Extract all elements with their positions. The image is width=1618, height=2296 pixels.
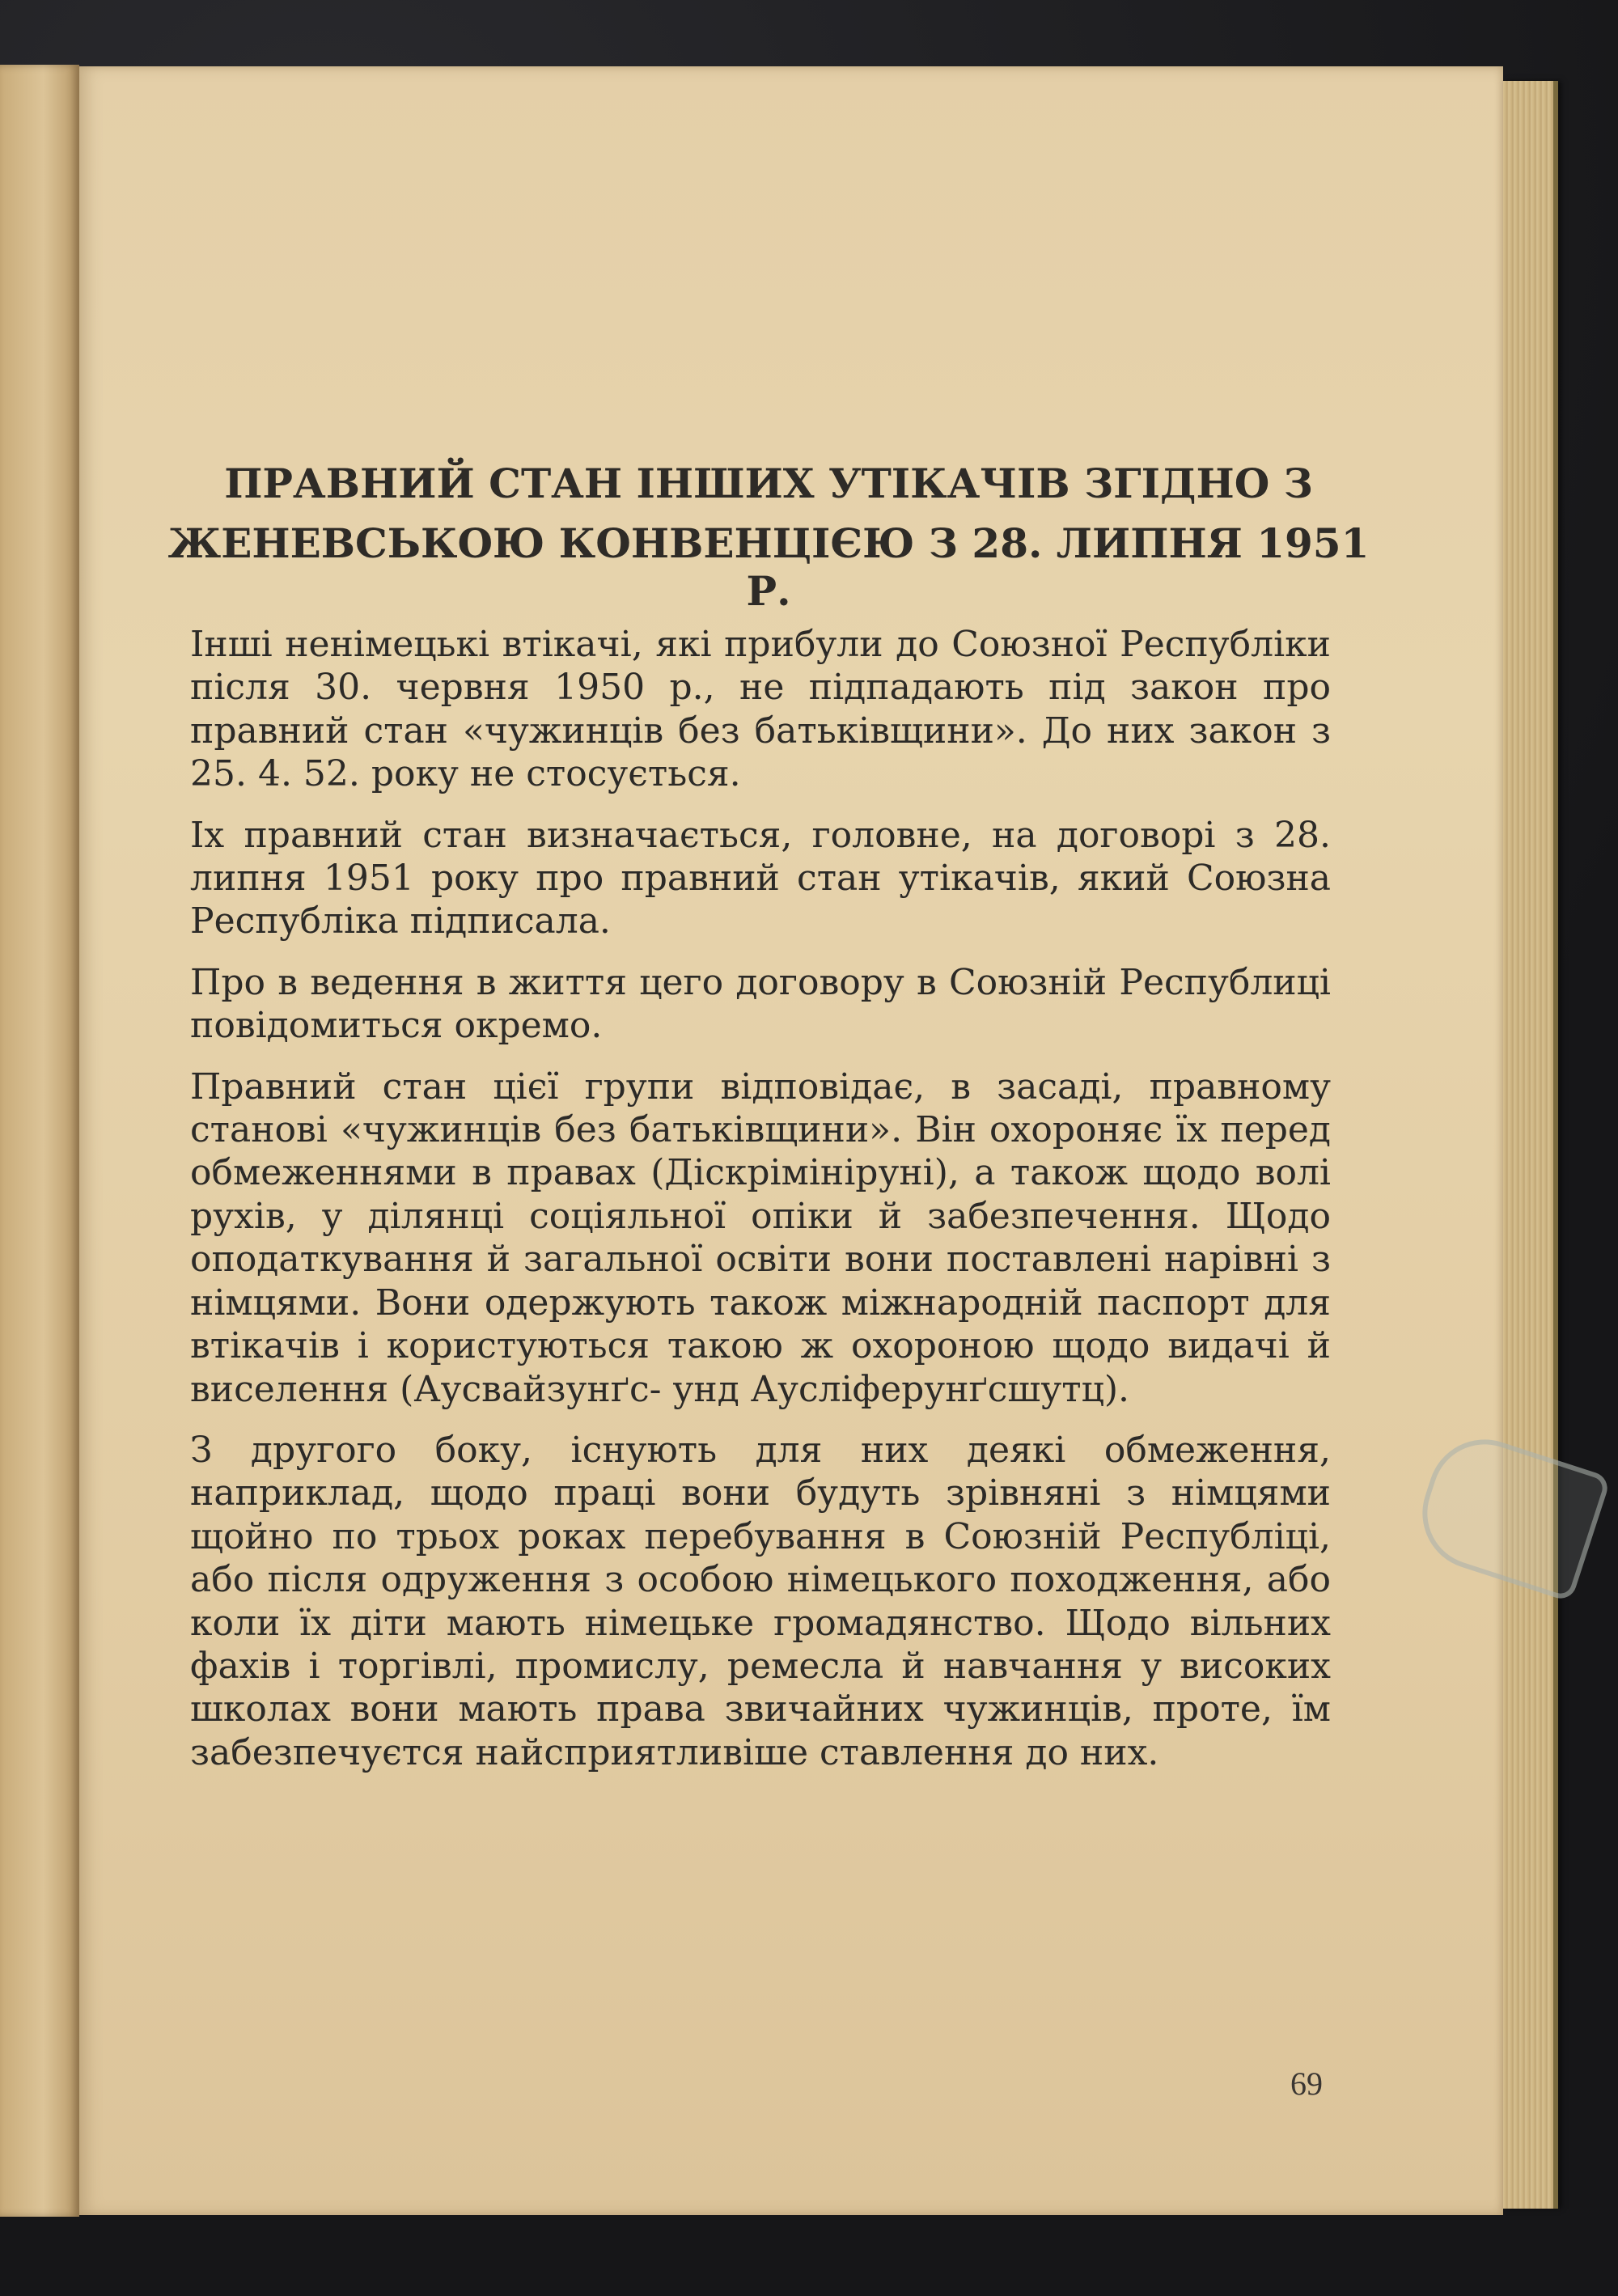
paragraph-2: Іх правний стан визначається, головне, на договорі з 28. липня 1951 року про правний стан утікачів, який Союзна Республіка підписала. [190,814,1331,943]
paragraph-3: Про в ведення в життя цего договору в Союзній Республиці повідомиться окремо. [190,961,1331,1047]
paragraph-5: З другого боку, існують для них деякі обмеження, наприклад, щодо праці вони будуть зрівняні з німцями щойно по трьох роках перебування в Союзній Республіці, або після одруження з особою німецького походження, або коли їх діти мають німецьке громадянство. Щодо вільних фахів і торгівлі, промислу, ремесла й навчання у високих школах вони мають права звичайних чужинців, проте, їм забезпечуєтся найсприятливіше ставлення до них. [190,1429,1331,1773]
paragraph-4: Правний стан цієї групи відповідає, в засаді, правному станові «чужинців без батьківщини». Він охороняє їх перед обмеженнями в правах (Діскрімініруні), а також щодо волі рухів, у ділянці соціяльної опіки й забезпечення. Щодо оподаткування й загальної освіти вони поставлені нарівні з німцями. Вони одержують також міжнародній паспорт для втікачів і користуються такою ж охороною щодо видачі й виселення (Аусвайзунґс- унд Аусліферунґсшутц). [190,1065,1331,1410]
paragraph-1: Інші ненімецькі втікачі, які прибули до Союзної Республіки після 30. червня 1950 р., не підпадають під закон про правний стан «чужинців без батьківщини». До них закон з 25. 4. 52. року не стосується. [190,624,1331,795]
heading-line-1: ПРАВНИЙ СТАН ІНШИХ УТІКАЧІВ ЗГІДНО З [224,460,1313,507]
body-text [190,623,1331,1792]
page-number: 69 [1290,2065,1323,2102]
heading-line-2: ЖЕНЕВСЬКОЮ КОНВЕНЦІЄЮ З 28. ЛИПНЯ 1951 Р. [167,519,1370,615]
page-stack-edge [1503,81,1558,2209]
left-page-edge [0,65,79,2217]
